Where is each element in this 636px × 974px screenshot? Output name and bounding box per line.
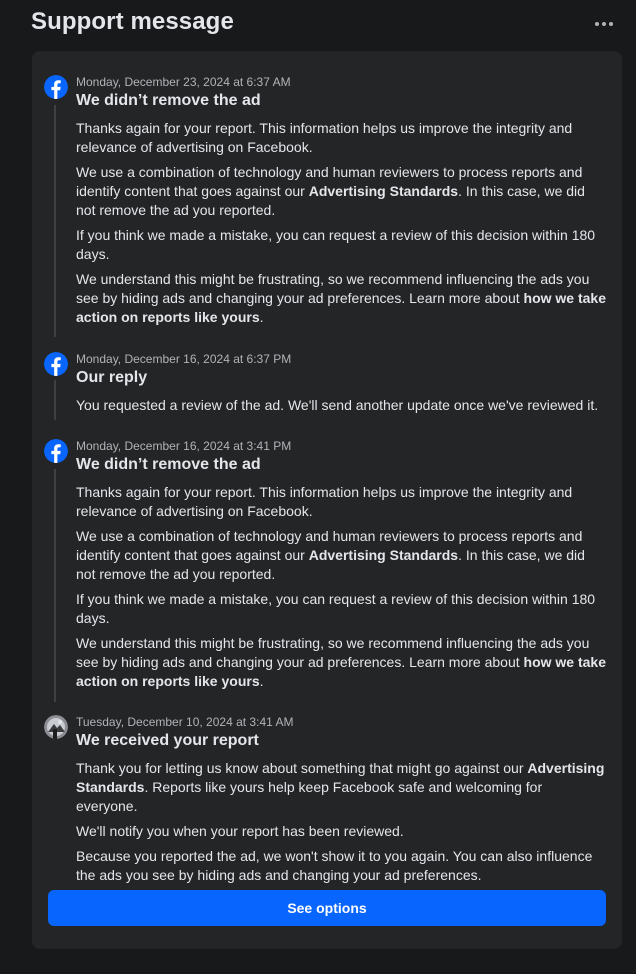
timeline-connector [54,380,56,420]
entry-date: Tuesday, December 10, 2024 at 3:41 AM [76,715,294,729]
entry-paragraph: Thanks again for your report. This information helps us improve the integrity and relevance of advertising on Facebook. [76,484,573,519]
entry-paragraph: If you think we made a mistake, you can request a review of this decision within 180 days. [76,227,596,262]
entry-paragraph [76,634,606,691]
paragraph-text: We use a combination of technology and human reviewers to process reports and identify content that goes against our [76,164,583,199]
more-horizontal-icon [595,22,599,26]
page-header [0,0,636,48]
entry-date: Monday, December 23, 2024 at 6:37 AM [76,75,291,89]
facebook-logo-icon [44,75,68,99]
entry-date: Monday, December 16, 2024 at 3:41 PM [76,439,292,453]
entry-paragraph: You requested a review of the ad. We'll send another update once we've reviewed it. [76,397,599,413]
advertising-standards-link[interactable]: Advertising Standards [308,547,459,563]
entry-title: Our reply [76,369,148,386]
more-horizontal-icon-dot [602,22,606,26]
message-timeline [32,51,622,881]
entry-paragraph: We'll notify you when your report has been reviewed. [76,823,404,839]
user-avatar [44,715,68,739]
paragraph-text: We use a combination of technology and human reviewers to process reports and identify content that goes against our [76,528,583,563]
timeline-connector [54,105,56,337]
page-title: Support message [31,8,234,35]
entry-paragraph: Because you reported the ad, we won't show it to you again. You can also influence the ads you see by hiding ads and changing your ad preferences. [76,848,593,883]
paragraph-text: Thank you for letting us know about something that might go against our [76,760,528,776]
paragraph-text: . [259,309,264,325]
facebook-logo-icon [44,352,68,376]
more-options-button[interactable] [590,12,618,36]
more-horizontal-icon-dot [609,22,613,26]
paragraph-text: . [259,673,264,689]
entry-paragraph: Thanks again for your report. This information helps us improve the integrity and relevance of advertising on Facebook. [76,120,573,155]
entry-title: We didn’t remove the ad [76,456,261,473]
entry-body [76,759,606,891]
advertising-standards-link[interactable]: Advertising Standards [308,183,459,199]
entry-paragraph [76,163,606,220]
entry-date: Monday, December 16, 2024 at 6:37 PM [76,352,292,366]
entry-title: We received your report [76,732,259,749]
paragraph-text: . In this case, we did not remove the ad you reported. [76,547,585,582]
entry-paragraph [76,270,606,327]
facebook-logo-icon [44,439,68,463]
support-message-card [32,51,622,949]
entry-paragraph [76,759,606,816]
paragraph-text: We understand this might be frustrating, so we recommend influencing the ads you see by hiding ads and changing your ad preferences. Learn more about [76,271,590,306]
timeline-connector [54,469,56,702]
see-options-button[interactable]: See options [48,890,606,926]
entry-body [76,483,606,697]
reports-info-link[interactable]: how we take action on reports like yours [76,654,606,689]
reports-info-link[interactable]: how we take action on reports like yours [76,290,606,325]
advertising-standards-link[interactable]: Advertising Standards [76,760,605,795]
entry-paragraph [76,527,606,584]
entry-title: We didn’t remove the ad [76,92,261,109]
paragraph-text: . In this case, we did not remove the ad you reported. [76,183,585,218]
entry-body [76,396,606,421]
paragraph-text: We understand this might be frustrating, so we recommend influencing the ads you see by hiding ads and changing your ad preferences. Learn more about [76,635,590,670]
entry-body [76,119,606,333]
paragraph-text: . Reports like yours help keep Facebook safe and welcoming for everyone. [76,779,543,814]
entry-paragraph: If you think we made a mistake, you can request a review of this decision within 180 days. [76,591,596,626]
